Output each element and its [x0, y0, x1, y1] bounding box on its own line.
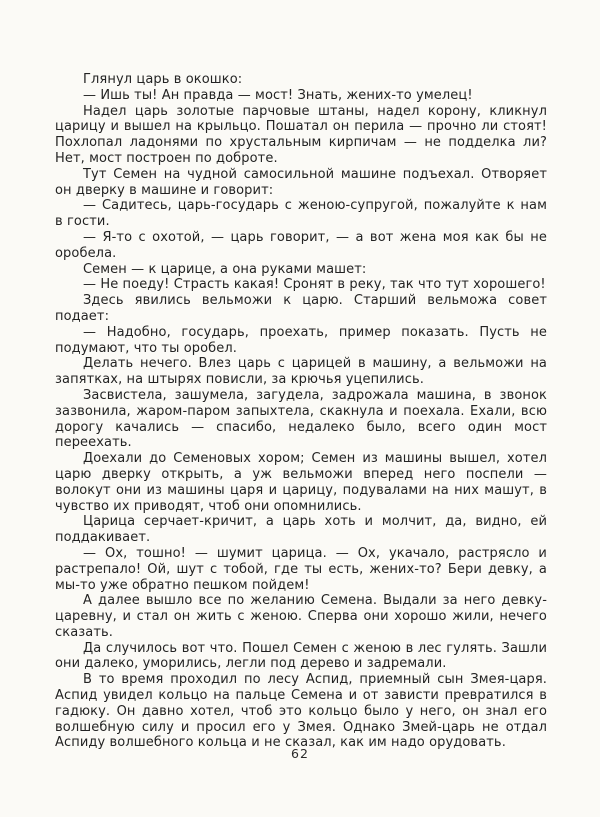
paragraph: Надел царь золотые парчовые штаны, надел корону, кликнул царицу и вышел на крыльцо. Пошатал он перила — прочно ли стоят! Похлопал ладонями по хрустальным кирпичам — не подделка ли? Нет, мост построен по доброте.: [55, 103, 547, 166]
paragraph: Царица серчает-кричит, а царь хоть и молчит, да, видно, ей поддакивает.: [55, 514, 547, 546]
paragraph: — Я-то с охотой, — царь говорит, — а вот жена моя как бы не оробела.: [55, 229, 547, 261]
paragraph: Засвистела, зашумела, загудела, задрожала машина, в звонок зазвонила, жаром-паром запыхтела, скакнула и поехала. Ехали, всю дорогу качались — спасибо, недалеко было, всего один мост переехать.: [55, 387, 547, 451]
text-block: [55, 72, 547, 751]
paragraph: Делать нечего. Влез царь с царицей в машину, а вельможи на запятках, на штырях повисли, за крючья уцепились.: [55, 356, 547, 388]
paragraph: В то время проходил по лесу Аспид, приемный сын Змея-царя. Аспид увидел кольцо на пальце Семена и от зависти превратился в гадюку. Он давно хотел, чтоб это кольцо было у него, он знал его волшебную силу и просил его у Змея. Однако Змей-царь не отдал Аспиду волшебного кольца и не сказал, как им надо орудовать.: [55, 672, 547, 751]
paragraph: — Надобно, государь, проехать, пример показать. Пусть не подумают, что ты оробел.: [55, 324, 547, 356]
paragraph: — Ох, тошно! — шумит царица. — Ох, укачало, растрясло и растрепало! Ой, шут с тобой, где ты есть, жених-то? Бери девку, а мы-то уже обратно пешком пойдем!: [55, 545, 547, 593]
paragraph: Глянул царь в окошко:: [83, 72, 243, 87]
paragraph: Тут Семен на чудной самосильной машине подъехал. Отворяет он дверку в машине и говорит:: [55, 166, 547, 198]
paragraph: Здесь явились вельможи к царю. Старший вельможа совет подает:: [55, 293, 547, 324]
paragraph: Семен — к царице, а она руками машет:: [83, 261, 367, 277]
paragraph: — Садитесь, царь-государь с женою-супругой, пожалуйте к нам в гости.: [55, 198, 547, 230]
page-number: 62: [291, 746, 309, 761]
paragraph: А далее вышло все по желанию Семена. Выдали за него девку-царевну, и стал он жить с женою. Сперва они хорошо жили, нечего сказать.: [55, 593, 547, 640]
paragraph: Да случилось вот что. Пошел Семен с женою в лес гулять. Зашли они далеко, уморились, легли под дерево и задремали.: [55, 640, 547, 672]
paragraph: — Не поеду! Страсть какая! Сронят в реку, так что тут хорошего!: [83, 277, 546, 293]
paragraph: Доехали до Семеновых хором; Семен из машины вышел, хотел царю дверку открыть, а уж вельможи вперед него поспели — волокут они из машины царя и царицу, подувалами на них машут, в чувство их приводят, чтоб они опомнились.: [55, 451, 547, 514]
paragraph: — Ишь ты! Ан правда — мост! Знать, жених-то умелец!: [83, 87, 473, 103]
